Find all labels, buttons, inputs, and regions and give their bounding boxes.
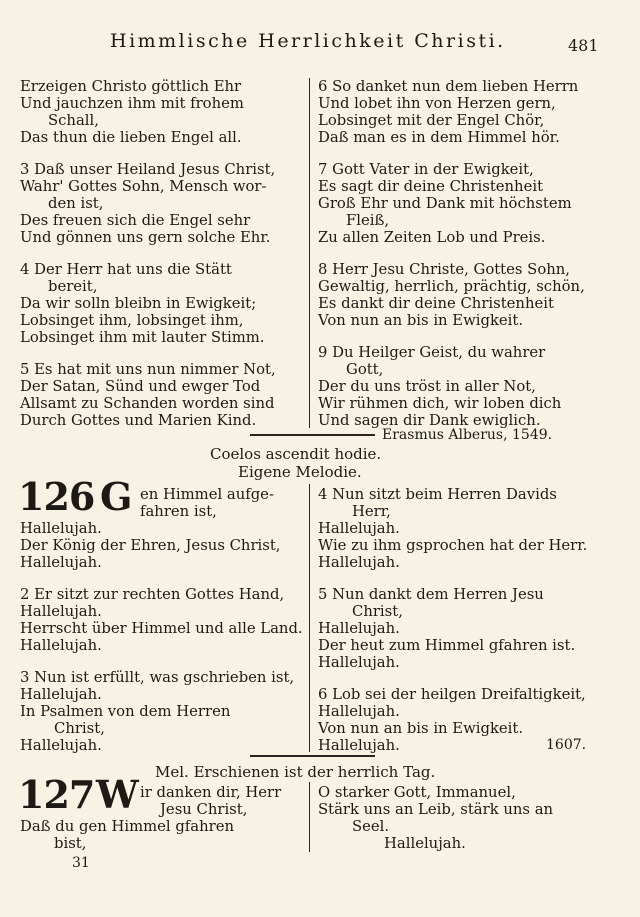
verse-line: Herr,	[352, 503, 391, 520]
verse-line: Der König der Ehren, Jesus Christ,	[20, 537, 281, 554]
hymn-number: 127	[18, 772, 95, 817]
verse-line: In Psalmen von dem Herren	[20, 703, 231, 720]
verse-line: Und jauchzen ihm mit frohem	[20, 95, 244, 112]
verse-line: Der du uns tröst in aller Not,	[318, 378, 536, 395]
verse-line: Hallelujah.	[318, 703, 400, 720]
verse-line: Von nun an bis in Ewigkeit.	[318, 720, 524, 737]
verse-line: Des freuen sich die Engel sehr	[20, 212, 251, 229]
verse-line: Lobsinget mit der Engel Chör,	[318, 112, 545, 129]
column-divider	[309, 78, 310, 428]
running-title: Himmlische Herrlichkeit Christi.	[110, 30, 506, 52]
verse-line: Der Satan, Sünd und ewger Tod	[20, 378, 261, 395]
verse-line: Lobsinget ihm, lobsinget ihm,	[20, 312, 244, 329]
verse-line: Zu allen Zeiten Lob und Preis.	[318, 229, 546, 246]
verse-line: Es dankt dir deine Christenheit	[318, 295, 554, 312]
verse-line: Christ,	[54, 720, 105, 737]
verse-line: Hallelujah.	[20, 554, 102, 571]
verse-line: Hallelujah.	[20, 637, 102, 654]
column-divider	[309, 484, 310, 752]
verse-line: Hallelujah.	[20, 737, 102, 754]
verse-line: 5 Nun dankt dem Herren Jesu	[318, 586, 544, 603]
verse-line: 4 Der Herr hat uns die Stätt	[20, 261, 232, 278]
verse-line: Hallelujah.	[318, 620, 400, 637]
verse-line: Hallelujah.	[384, 835, 466, 852]
hymn-melody: Mel. Erschienen ist der herrlich Tag.	[155, 763, 436, 781]
verse-line: Daß man es in dem Himmel hör.	[318, 129, 560, 146]
verse-line: Hallelujah.	[318, 520, 400, 537]
verse-line: Hallelujah.	[318, 737, 400, 754]
verse-line: Fleiß,	[346, 212, 390, 229]
verse-line: Jesu Christ,	[160, 801, 248, 818]
verse-line: Durch Gottes und Marien Kind.	[20, 412, 257, 429]
hymn-melody: Eigene Melodie.	[238, 463, 362, 481]
section-divider	[250, 434, 375, 436]
verse-line: 6 So danket nun dem lieben Herrn	[318, 78, 579, 95]
verse-line: 9 Du Heilger Geist, du wahrer	[318, 344, 546, 361]
verse-line: Hallelujah.	[20, 603, 102, 620]
verse-line: Erzeigen Christo göttlich Ehr	[20, 78, 242, 95]
verse-line: bereit,	[48, 278, 98, 295]
section-divider	[250, 755, 375, 757]
hymn-number: 126	[18, 474, 95, 519]
verse-line: 4 Nun sitzt beim Herren Davids	[318, 486, 557, 503]
verse-line: Hallelujah.	[318, 654, 400, 671]
hymn-year: 1607.	[546, 737, 587, 753]
verse-line: Groß Ehr und Dank mit höchstem	[318, 195, 572, 212]
verse-line: 3 Daß unser Heiland Jesus Christ,	[20, 161, 276, 178]
author-attribution: Erasmus Alberus, 1549.	[382, 427, 553, 443]
verse-line: Hallelujah.	[20, 686, 102, 703]
verse-line: fahren ist,	[140, 503, 217, 520]
verse-line: Hallelujah.	[318, 554, 400, 571]
verse-line: Daß du gen Himmel gfahren	[20, 818, 234, 835]
verse-line: Stärk uns an Leib, stärk uns an	[318, 801, 554, 818]
page-number: 481	[568, 36, 599, 55]
verse-line: Wahr' Gottes Sohn, Mensch wor-	[20, 178, 267, 195]
printer-signature: 31	[72, 855, 90, 871]
verse-line: 3 Nun ist erfüllt, was gschrieben ist,	[20, 669, 295, 686]
verse-line: Und gönnen uns gern solche Ehr.	[20, 229, 271, 246]
verse-line: bist,	[54, 835, 87, 852]
verse-line: Und lobet ihn von Herzen gern,	[318, 95, 556, 112]
verse-line: Hallelujah.	[20, 520, 102, 537]
column-divider	[309, 782, 310, 852]
verse-line: Wie zu ihm gsprochen hat der Herr.	[318, 537, 588, 554]
verse-line: Das thun die lieben Engel all.	[20, 129, 242, 146]
drop-cap-initial: G	[100, 474, 133, 519]
drop-cap-initial: W	[96, 772, 139, 817]
verse-line: Schall,	[48, 112, 99, 129]
verse-line: ir danken dir, Herr	[140, 784, 282, 801]
verse-line: Von nun an bis in Ewigkeit.	[318, 312, 524, 329]
verse-line: O starker Gott, Immanuel,	[318, 784, 516, 801]
verse-line: den ist,	[48, 195, 104, 212]
verse-line: Da wir solln bleibn in Ewigkeit;	[20, 295, 257, 312]
verse-line: 8 Herr Jesu Christe, Gottes Sohn,	[318, 261, 570, 278]
verse-line: en Himmel aufge-	[140, 486, 274, 503]
verse-line: 7 Gott Vater in der Ewigkeit,	[318, 161, 534, 178]
verse-line: Es sagt dir deine Christenheit	[318, 178, 544, 195]
verse-line: Lobsinget ihm mit lauter Stimm.	[20, 329, 265, 346]
verse-line: Seel.	[352, 818, 390, 835]
verse-line: Gott,	[346, 361, 384, 378]
verse-line: Herrscht über Himmel und alle Land.	[20, 620, 303, 637]
verse-line: Allsamt zu Schanden worden sind	[20, 395, 275, 412]
verse-line: Der heut zum Himmel gfahren ist.	[318, 637, 576, 654]
verse-line: 5 Es hat mit uns nun nimmer Not,	[20, 361, 276, 378]
verse-line: Wir rühmen dich, wir loben dich	[318, 395, 562, 412]
verse-line: Und sagen dir Dank ewiglich.	[318, 412, 541, 429]
verse-line: 6 Lob sei der heilgen Dreifaltigkeit,	[318, 686, 586, 703]
hymn-latin-title: Coelos ascendit hodie.	[210, 445, 382, 463]
verse-line: Gewaltig, herrlich, prächtig, schön,	[318, 278, 585, 295]
verse-line: 2 Er sitzt zur rechten Gottes Hand,	[20, 586, 285, 603]
verse-line: Christ,	[352, 603, 403, 620]
